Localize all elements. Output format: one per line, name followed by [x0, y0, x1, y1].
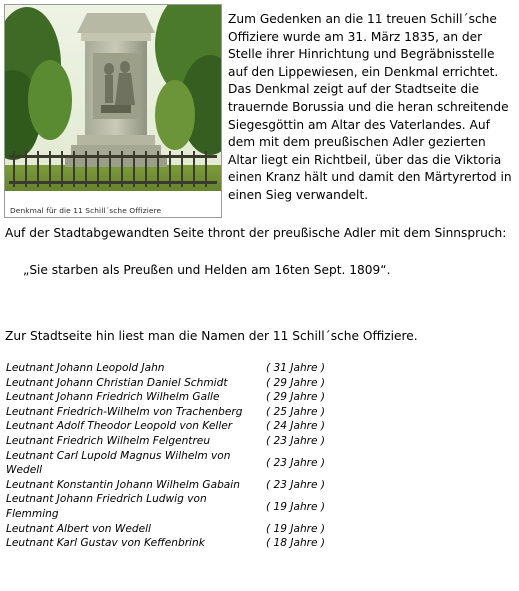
intro-paragraph: Zum Gedenken an die 11 treuen Schill´sche Offiziere wurde am 31. März 1835, an der Stelle ihrer Hinrichtung und Begräbnisstelle auf den Lippewiesen, ein Denkmal errichtet. Das Denkmal zeigt auf der Stadtseite die trauernde Borussia und die heran schreitende Siegesgöttin am Altar des Vaterlandes. Auf dem mit dem preußischen Adler gezierten Altar liegt ein Richtbeil, über das die Viktoria einen Kranz hält und damit den Märtyrertod in einen Sieg verwandelt.: [228, 12, 512, 202]
table-row: [6, 390, 325, 405]
adler-paragraph: Auf der Stadtabgewandten Seite thront der preußische Adler mit dem Sinnspruch:: [5, 226, 507, 240]
officer-age: ( 25 Jahre ): [266, 405, 326, 418]
table-row: [6, 434, 325, 449]
officer-age: ( 18 Jahre ): [266, 537, 326, 550]
officer-name: Leutnant Johann Leopold Jahn: [6, 362, 165, 374]
officer-age: ( 23 Jahre ): [266, 478, 326, 491]
officer-age: ( 29 Jahre ): [266, 376, 326, 389]
officer-name: Leutnant Johann Friedrich Ludwig von Flemming: [6, 493, 207, 520]
officer-name: Leutnant Adolf Theodor Leopold von Keller: [6, 420, 233, 433]
officer-age: ( 24 Jahre ): [266, 420, 326, 433]
monument-image: [5, 5, 221, 217]
officer-name: Leutnant Johann Friedrich Wilhelm Galle: [6, 391, 220, 404]
names-intro-paragraph: Zur Stadtseite hin liest man die Namen der 11 Schill´sche Offiziere.: [5, 329, 418, 343]
officer-age: ( 19 Jahre ): [266, 500, 326, 513]
table-row: [6, 492, 325, 521]
table-row: [6, 449, 325, 478]
monument-photo: [4, 4, 222, 218]
table-row: [6, 536, 325, 551]
officer-name: Leutnant Johann Christian Daniel Schmidt: [6, 376, 228, 389]
table-row: [6, 361, 325, 376]
officer-age: ( 23 Jahre ): [266, 456, 326, 469]
officer-name: Leutnant Friedrich Wilhelm Felgentreu: [6, 434, 211, 447]
table-row: [6, 405, 325, 420]
photo-caption: Denkmal für die 11 Schill´sche Offiziere: [10, 206, 162, 215]
officer-name: Leutnant Friedrich-Wilhelm von Trachenberg: [6, 405, 243, 418]
officer-name: Leutnant Konstantin Johann Wilhelm Gabain: [6, 478, 240, 491]
officer-age: ( 29 Jahre ): [266, 391, 326, 404]
table-row: [6, 478, 325, 493]
officer-name: Leutnant Carl Lupold Magnus Wilhelm von Wedell: [6, 449, 231, 477]
officers-table: [6, 361, 325, 551]
officer-age: ( 31 Jahre ): [266, 362, 326, 374]
officer-name: Leutnant Albert von Wedell: [6, 522, 151, 535]
officer-age: ( 19 Jahre ): [266, 522, 326, 535]
officer-age: ( 23 Jahre ): [266, 434, 326, 447]
table-row: [6, 419, 325, 434]
table-row: [6, 522, 325, 537]
motto-quote: „Sie starben als Preußen und Helden am 16ten Sept. 1809“.: [23, 263, 391, 277]
table-row: [6, 376, 325, 391]
officer-name: Leutnant Karl Gustav von Keffenbrink: [6, 537, 205, 550]
